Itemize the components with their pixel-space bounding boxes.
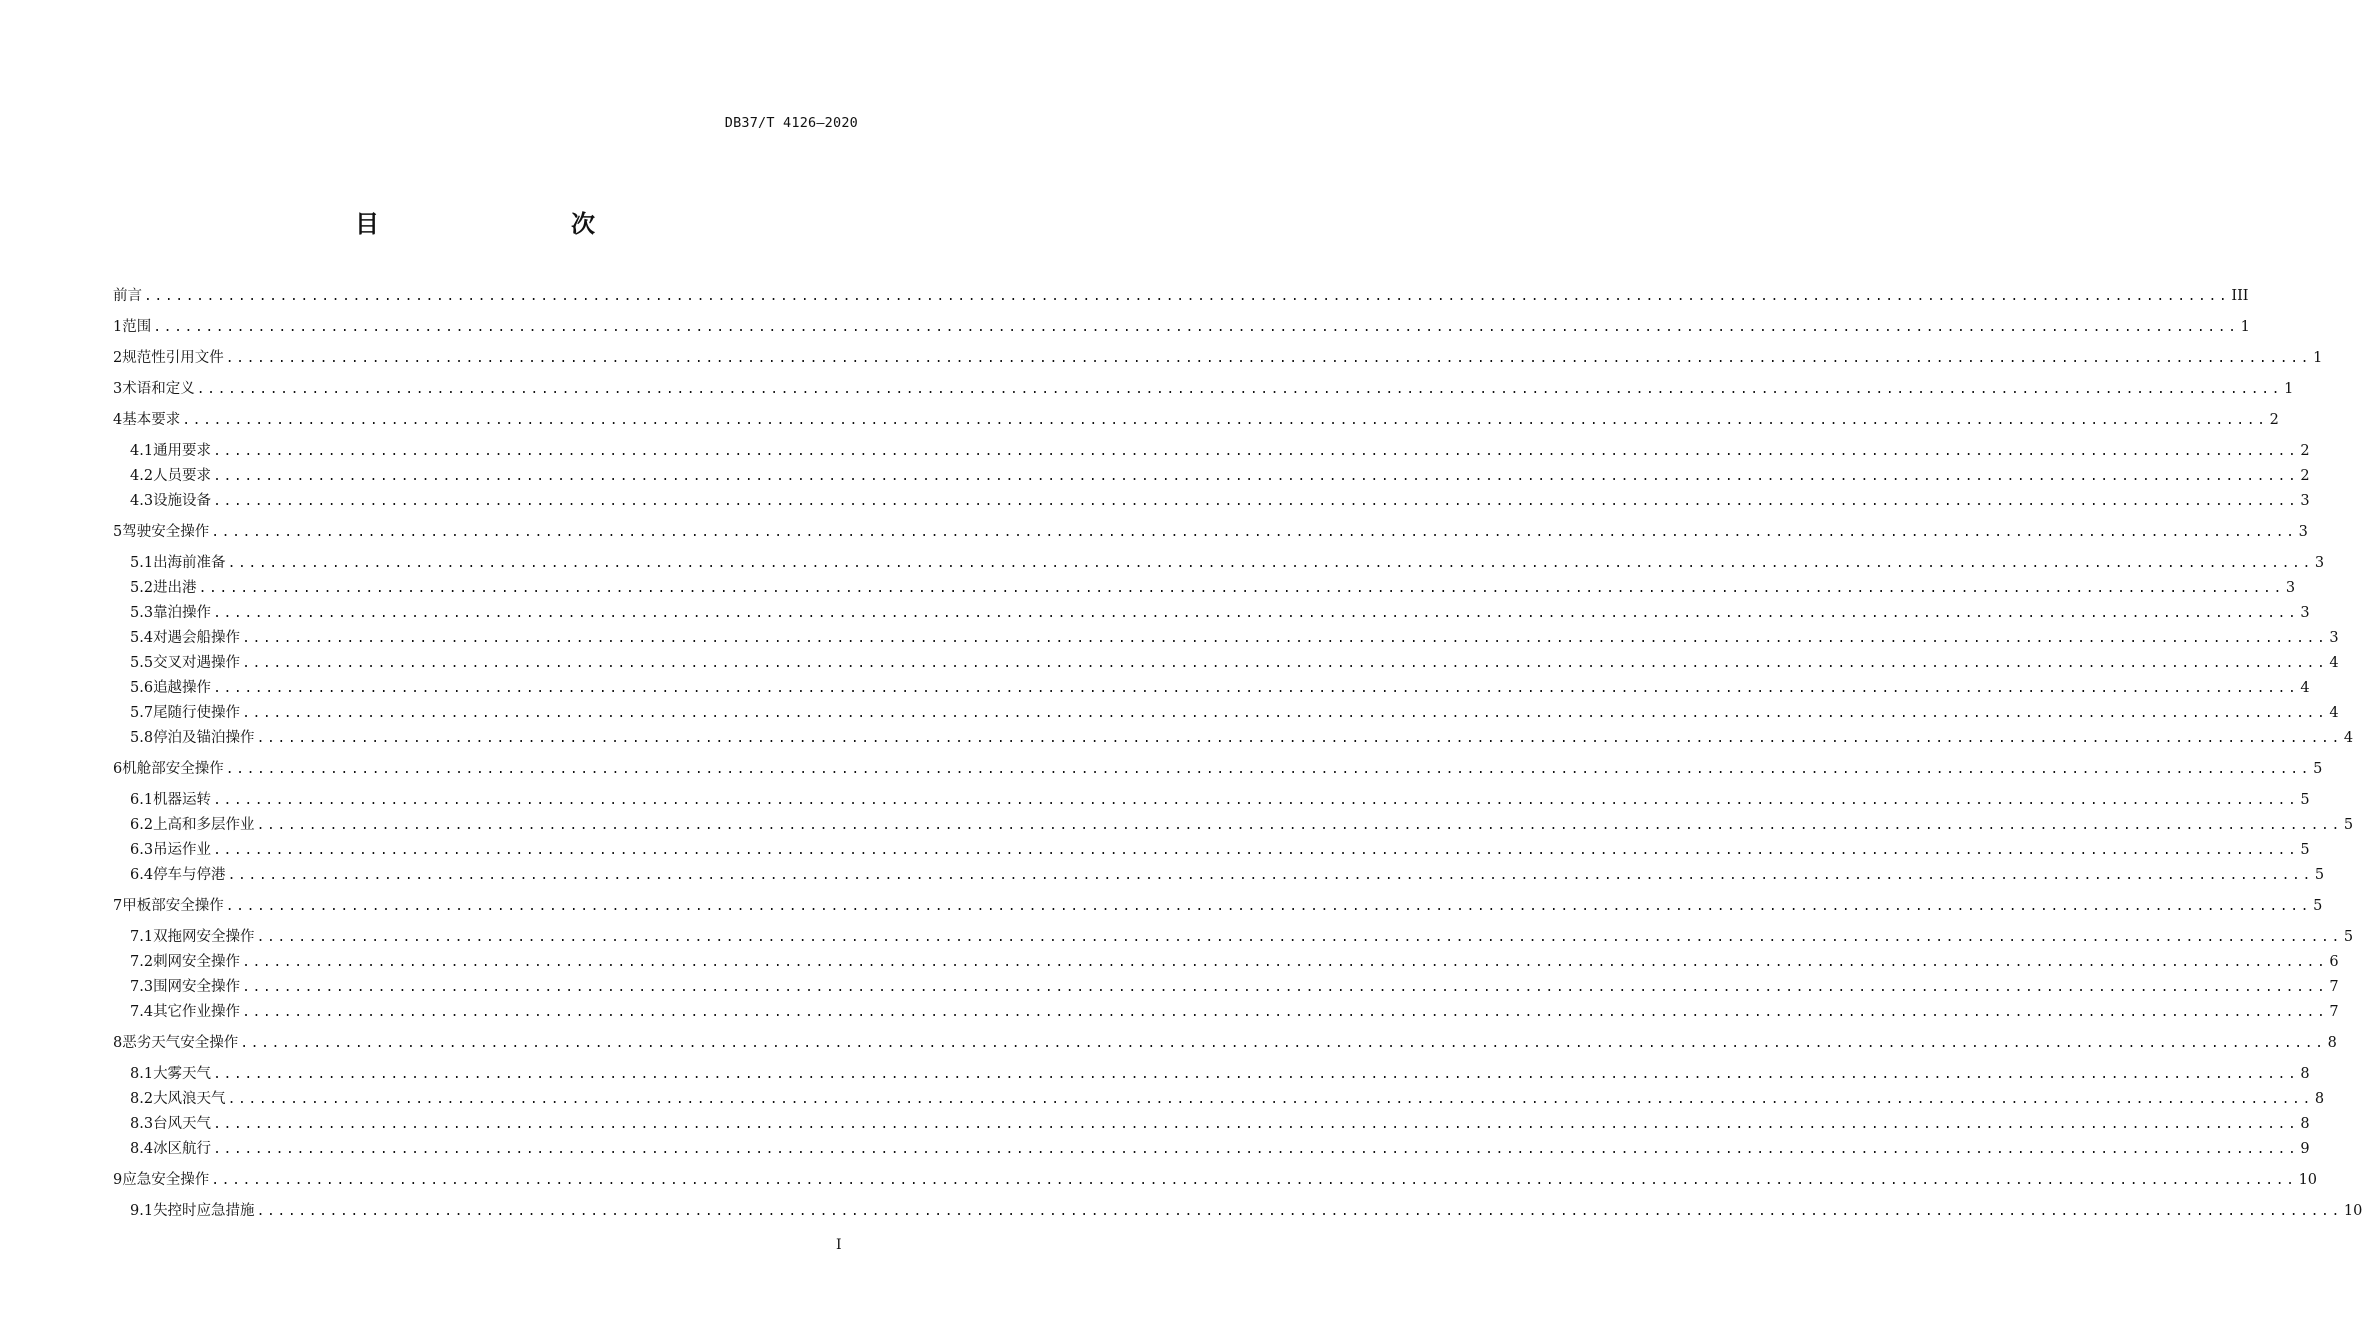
toc-entry-number: 2 xyxy=(113,350,123,366)
toc-entry-page: 3 xyxy=(2329,630,2339,646)
toc-entry-label: 范围 xyxy=(122,319,152,335)
toc-entry-page: 5 xyxy=(2313,761,2323,777)
toc-entry-label: 驾驶安全操作 xyxy=(122,524,210,540)
toc-entry-number: 5.5 xyxy=(130,655,154,671)
toc-entry-label: 恶劣天气安全操作 xyxy=(122,1035,239,1051)
toc-dot-leader: ........................................................................................................................................................................................................ xyxy=(213,1117,2299,1132)
toc-entry-number: 5.7 xyxy=(130,705,154,721)
toc-entry-label: 通用要求 xyxy=(153,443,212,459)
toc-entry-page: 7 xyxy=(2329,979,2339,995)
toc-entry-label: 规范性引用文件 xyxy=(122,350,224,366)
toc-entry-label: 机器运转 xyxy=(153,792,212,808)
toc-entry-page: 3 xyxy=(2314,555,2325,571)
toc-dot-leader: ........................................................................................................................................................................................................ xyxy=(182,413,2268,428)
toc-dot-leader: ........................................................................................................................................................................................................ xyxy=(198,581,2284,596)
toc-entry-label: 甲板部安全操作 xyxy=(122,898,224,914)
toc-dot-leader: ........................................................................................................................................................................................................ xyxy=(225,762,2312,777)
toc-dot-leader: ........................................................................................................................................................................................................ xyxy=(227,556,2313,571)
toc-entry-page: 8 xyxy=(2300,1116,2310,1132)
toc-entry-page: 9 xyxy=(2300,1141,2310,1157)
toc-dot-leader: ........................................................................................................................................................................................................ xyxy=(213,469,2299,484)
toc-dot-leader: ........................................................................................................................................................................................................ xyxy=(213,1067,2299,1082)
toc-entry-number: 6.3 xyxy=(130,842,154,858)
toc-entry[interactable] xyxy=(113,1032,2337,1054)
toc-entry-label: 围网安全操作 xyxy=(153,979,241,995)
toc-entry-number: 7.4 xyxy=(130,1004,154,1020)
toc-entry[interactable] xyxy=(113,976,2339,998)
toc-entry-page: 4 xyxy=(2343,730,2354,746)
toc-entry[interactable] xyxy=(113,864,2325,886)
toc-entry-page: 3 xyxy=(2285,580,2296,596)
toc-dot-leader: ........................................................................................................................................................................................................ xyxy=(242,631,2328,646)
toc-entry[interactable] xyxy=(113,378,2294,400)
toc-entry-number: 5.1 xyxy=(130,555,154,571)
toc-entry-number: 7 xyxy=(113,898,123,914)
toc-entry[interactable] xyxy=(113,1113,2310,1135)
toc-dot-leader: ........................................................................................................................................................................................................ xyxy=(211,1173,2297,1188)
toc-entry-page: 2 xyxy=(2300,468,2310,484)
toc-entry-label: 台风天气 xyxy=(153,1116,212,1132)
toc-entry-label: 上高和多层作业 xyxy=(153,817,255,833)
toc-entry[interactable] xyxy=(113,1088,2325,1110)
toc-entry-label: 尾随行使操作 xyxy=(153,705,241,721)
toc-entry-label: 出海前准备 xyxy=(153,555,226,571)
toc-dot-leader: ........................................................................................................................................................................................................ xyxy=(225,351,2312,366)
toc-entry-number: 8.3 xyxy=(130,1116,154,1132)
toc-entry[interactable] xyxy=(113,839,2310,861)
toc-entry-page: 6 xyxy=(2329,954,2339,970)
toc-entry-number: 9.1 xyxy=(130,1203,154,1219)
toc-entry-page: 1 xyxy=(2313,350,2323,366)
toc-entry-number: 6.2 xyxy=(130,817,154,833)
toc-entry-page: 8 xyxy=(2300,1066,2310,1082)
toc-entry-page: 7 xyxy=(2329,1004,2339,1020)
toc-entry[interactable] xyxy=(113,490,2310,512)
toc-entry-label: 靠泊操作 xyxy=(153,605,212,621)
toc-entry-number: 6.1 xyxy=(130,792,154,808)
toc-entry[interactable] xyxy=(113,577,2296,599)
toc-entry-number: 4.3 xyxy=(130,493,154,509)
toc-entry-page: III xyxy=(2231,288,2249,304)
toc-dot-leader: ........................................................................................................................................................................................................ xyxy=(213,494,2299,509)
toc-entry[interactable] xyxy=(113,602,2310,624)
toc-entry-page: 5 xyxy=(2300,842,2310,858)
toc-dot-leader: ........................................................................................................................................................................................................ xyxy=(256,930,2342,945)
toc-entry-number: 8.1 xyxy=(130,1066,154,1082)
toc-entry-label: 设施设备 xyxy=(153,493,212,509)
toc-entry-number: 8.4 xyxy=(130,1141,154,1157)
toc-entry-label: 双拖网安全操作 xyxy=(153,929,255,945)
toc-dot-leader: ........................................................................................................................................................................................................ xyxy=(213,681,2299,696)
toc-entry-label: 进出港 xyxy=(153,580,197,596)
toc-dot-leader: ........................................................................................................................................................................................................ xyxy=(242,656,2328,671)
toc-entry-label: 应急安全操作 xyxy=(122,1172,210,1188)
toc-entry-label: 吊运作业 xyxy=(153,842,212,858)
toc-dot-leader: ........................................................................................................................................................................................................ xyxy=(213,1142,2299,1157)
toc-entry-label: 大风浪天气 xyxy=(153,1091,226,1107)
toc-entry-number: 6 xyxy=(113,761,123,777)
toc-entry-page: 2 xyxy=(2269,412,2279,428)
toc-entry[interactable] xyxy=(113,465,2310,487)
toc-entry-number: 8.2 xyxy=(130,1091,154,1107)
toc-entry-number: 7.1 xyxy=(130,929,154,945)
toc-entry[interactable] xyxy=(113,347,2323,369)
toc-entry-page: 1 xyxy=(2284,381,2294,397)
toc-entry-number: 4 xyxy=(113,412,123,428)
toc-entry[interactable] xyxy=(113,951,2339,973)
toc-entry-label: 失控时应急措施 xyxy=(153,1203,255,1219)
toc-entry-page: 5 xyxy=(2314,867,2325,883)
toc-entry-number: 3 xyxy=(113,381,123,397)
toc-entry[interactable] xyxy=(113,758,2323,780)
toc-entry-label: 基本要求 xyxy=(122,412,181,428)
toc-entry-page: 5 xyxy=(2343,929,2354,945)
toc-entry[interactable] xyxy=(113,627,2339,649)
page-title: 目 次 xyxy=(355,210,643,238)
toc-entry-label: 前言 xyxy=(113,288,142,304)
toc-entry-number: 4.2 xyxy=(130,468,154,484)
toc-entry-label: 追越操作 xyxy=(153,680,212,696)
toc-entry-number: 8 xyxy=(113,1035,123,1051)
toc-dot-leader: ........................................................................................................................................................................................................ xyxy=(144,289,2230,304)
toc-entry-page: 10 xyxy=(2343,1203,2362,1219)
toc-entry[interactable] xyxy=(113,652,2339,674)
toc-entry-number: 1 xyxy=(113,319,123,335)
toc-entry-number: 7.2 xyxy=(130,954,154,970)
toc-entry-number: 9 xyxy=(113,1172,123,1188)
toc-entry-page: 5 xyxy=(2343,817,2354,833)
toc-entry-page: 4 xyxy=(2329,655,2339,671)
toc-entry-label: 术语和定义 xyxy=(122,381,195,397)
toc-entry-label: 大雾天气 xyxy=(153,1066,212,1082)
toc-dot-leader: ........................................................................................................................................................................................................ xyxy=(213,843,2299,858)
toc-dot-leader: ........................................................................................................................................................................................................ xyxy=(225,899,2312,914)
toc-entry-page: 10 xyxy=(2298,1172,2318,1188)
toc-dot-leader: ........................................................................................................................................................................................................ xyxy=(256,818,2342,833)
toc-entry-label: 机舱部安全操作 xyxy=(122,761,224,777)
toc-entry[interactable] xyxy=(113,1200,2362,1222)
toc-entry[interactable] xyxy=(113,552,2325,574)
toc-entry-number: 5.3 xyxy=(130,605,154,621)
page-number: I xyxy=(836,1237,842,1253)
toc-entry-label: 其它作业操作 xyxy=(153,1004,241,1020)
toc-entry-label: 刺网安全操作 xyxy=(153,954,241,970)
toc-dot-leader: ........................................................................................................................................................................................................ xyxy=(242,980,2328,995)
toc-dot-leader: ........................................................................................................................................................................................................ xyxy=(213,444,2299,459)
toc-dot-leader: ........................................................................................................................................................................................................ xyxy=(227,1092,2313,1107)
toc-dot-leader: ........................................................................................................................................................................................................ xyxy=(240,1036,2326,1051)
toc-entry-page: 3 xyxy=(2300,493,2310,509)
toc-entry[interactable] xyxy=(113,1138,2310,1160)
toc-entry[interactable] xyxy=(113,926,2354,948)
toc-dot-leader: ........................................................................................................................................................................................................ xyxy=(196,382,2283,397)
toc-entry[interactable] xyxy=(113,814,2354,836)
toc-entry-page: 4 xyxy=(2300,680,2310,696)
toc-entry[interactable] xyxy=(113,789,2310,811)
toc-entry-label: 交叉对遇操作 xyxy=(153,655,241,671)
toc-dot-leader: ........................................................................................................................................................................................................ xyxy=(211,525,2297,540)
toc-entry[interactable] xyxy=(113,521,2308,543)
toc-entry[interactable] xyxy=(113,440,2310,462)
toc-entry[interactable] xyxy=(113,702,2339,724)
toc-entry-number: 5.2 xyxy=(130,580,154,596)
toc-entry[interactable] xyxy=(113,727,2354,749)
toc-entry[interactable] xyxy=(113,1063,2310,1085)
toc-dot-leader: ........................................................................................................................................................................................................ xyxy=(242,1005,2328,1020)
toc-entry-page: 4 xyxy=(2329,705,2339,721)
toc-dot-leader: ........................................................................................................................................................................................................ xyxy=(213,606,2299,621)
toc-entry-number: 5.4 xyxy=(130,630,154,646)
toc-entry-number: 5.6 xyxy=(130,680,154,696)
toc-entry[interactable] xyxy=(113,316,2250,338)
toc-dot-leader: ........................................................................................................................................................................................................ xyxy=(242,706,2328,721)
toc-entry-page: 8 xyxy=(2327,1035,2337,1051)
toc-entry-number: 7.3 xyxy=(130,979,154,995)
toc-dot-leader: ........................................................................................................................................................................................................ xyxy=(242,955,2328,970)
toc-entry-label: 对遇会船操作 xyxy=(153,630,241,646)
toc-entry[interactable] xyxy=(113,285,2249,307)
toc-entry-number: 5 xyxy=(113,524,123,540)
toc-dot-leader: ........................................................................................................................................................................................................ xyxy=(213,793,2299,808)
toc-entry[interactable] xyxy=(113,409,2279,431)
toc-entry-page: 3 xyxy=(2300,605,2310,621)
toc-entry-page: 1 xyxy=(2240,319,2250,335)
toc-entry-page: 5 xyxy=(2313,898,2323,914)
toc-dot-leader: ........................................................................................................................................................................................................ xyxy=(256,1204,2342,1219)
toc-entry-page: 3 xyxy=(2298,524,2308,540)
toc-entry-label: 停泊及锚泊操作 xyxy=(153,730,255,746)
toc-entry-page: 2 xyxy=(2300,443,2310,459)
toc-entry-number: 6.4 xyxy=(130,867,154,883)
toc-entry[interactable] xyxy=(113,1169,2318,1191)
toc-entry-label: 停车与停港 xyxy=(153,867,226,883)
toc-entry-label: 人员要求 xyxy=(153,468,212,484)
toc-entry-number: 4.1 xyxy=(130,443,154,459)
toc-dot-leader: ........................................................................................................................................................................................................ xyxy=(153,320,2239,335)
toc-entry-page: 8 xyxy=(2314,1091,2325,1107)
toc-entry-page: 5 xyxy=(2300,792,2310,808)
toc-entry-label: 冰区航行 xyxy=(153,1141,212,1157)
toc-dot-leader: ........................................................................................................................................................................................................ xyxy=(227,868,2313,883)
toc-entry[interactable] xyxy=(113,895,2323,917)
toc-entry[interactable] xyxy=(113,677,2310,699)
toc-dot-leader: ........................................................................................................................................................................................................ xyxy=(256,731,2342,746)
standard-code: DB37/T 4126—2020 xyxy=(724,115,858,131)
toc-entry-number: 5.8 xyxy=(130,730,154,746)
toc-entry[interactable] xyxy=(113,1001,2339,1023)
